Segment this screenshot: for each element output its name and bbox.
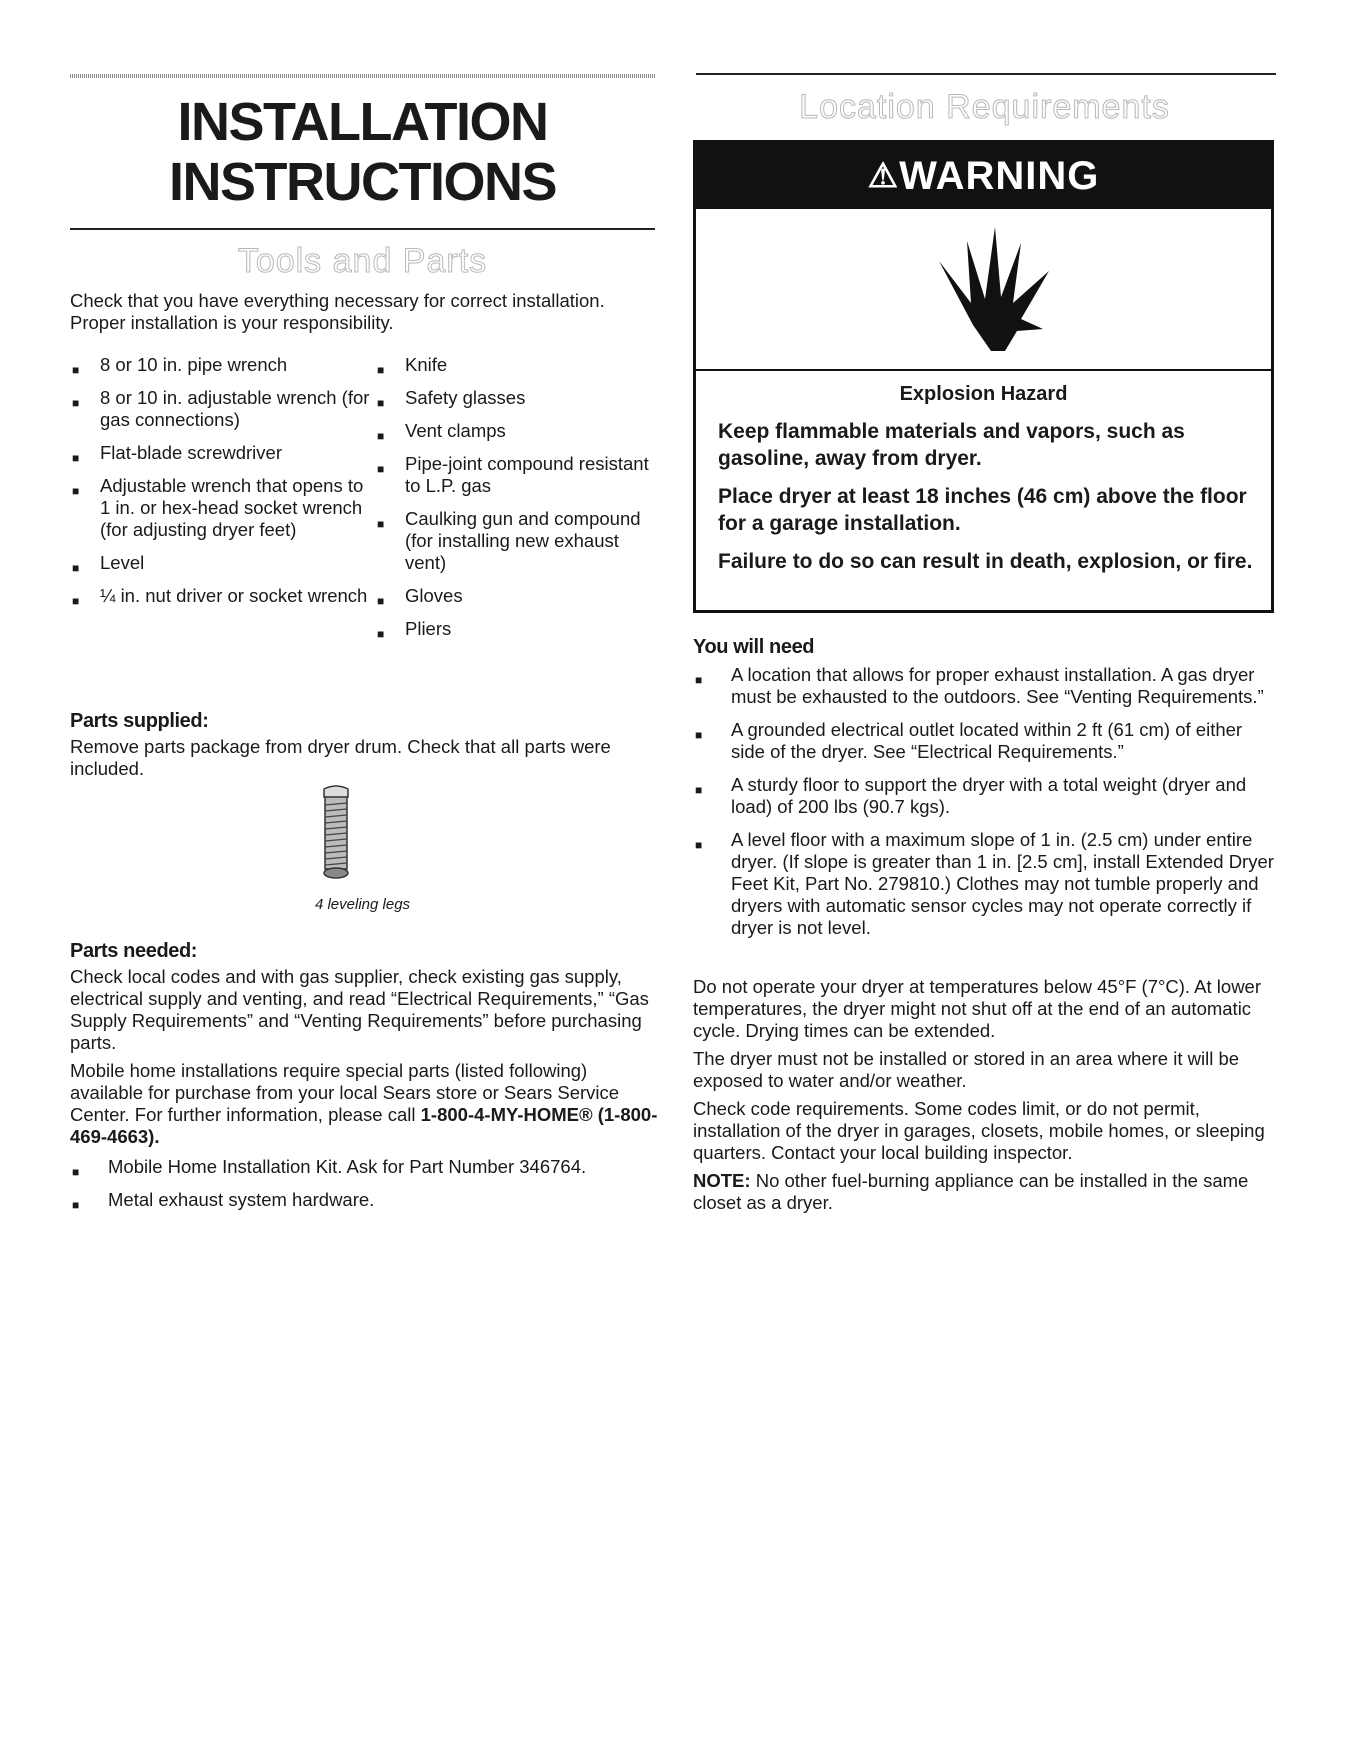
list-item: ■ A level floor with a maximum slope of 1 in. (2.5 cm) under entire dryer. (If slope is greater than 1 in. [2.5 cm], install Extended Dryer Feet Kit, Part No. 279810.) Clothes may not tumble properly and dryers with automatic sensor cycles may not operate correctly if dryer is not level. (695, 829, 1274, 938)
warning-label: WARNING (899, 154, 1100, 198)
list-item: ■ Level (72, 552, 145, 575)
exposure-paragraph: The dryer must not be installed or stored in an area where it will be exposed to water and/or weather. (693, 1048, 1240, 1091)
warning-box (693, 140, 1274, 613)
tools-intro: Check that you have everything necessary for correct installation. Proper installation is your responsibility. (70, 290, 605, 333)
list-item: ■ Metal exhaust system hardware. (72, 1189, 375, 1212)
top-divider (696, 73, 1276, 75)
requirements-list (693, 664, 1276, 939)
list-item: ■ ¼ in. nut driver or socket wrench (72, 585, 368, 608)
explosion-icon (921, 221, 1061, 361)
tools-list-col1 (70, 354, 370, 607)
list-item: ■ Gloves (377, 585, 463, 608)
warning-banner (696, 143, 1271, 209)
list-item: ■ Flat-blade screwdriver (72, 442, 282, 465)
list-item: ■ 8 or 10 in. pipe wrench (72, 354, 288, 377)
warning-line-1: Keep flammable materials and vapors, such as gasoline, away from dryer. (718, 420, 1185, 470)
top-divider (70, 74, 655, 78)
phone-number: 1-800-4-MY-HOME® (1-800-469-4663). (70, 1104, 658, 1147)
parts-supplied-text: Remove parts package from dryer drum. Check that all parts were included. (70, 736, 611, 779)
title-line-2: INSTRUCTIONS (169, 152, 556, 212)
list-item: ■ Vent clamps (377, 420, 506, 443)
warning-separator (696, 369, 1271, 371)
tools-parts-heading: Tools and Parts (237, 242, 488, 280)
page-title (70, 92, 655, 212)
tools-list-col2 (375, 354, 665, 640)
list-item: ■ Pliers (377, 618, 452, 641)
warning-triangle-icon: ⚠ (867, 157, 900, 195)
code-paragraph: Check code requirements. Some codes limit, or do not permit, installation of the dryer in garages, closets, mobile homes, or sleeping quarters. Contact your local building inspector. (693, 1098, 1265, 1163)
list-item: ■ Pipe-joint compound resistant to L.P. gas (377, 453, 649, 496)
list-item: ■ A location that allows for proper exhaust installation. A gas dryer must be exhausted to the outdoors. See “Venting Requirements.” (695, 664, 1264, 707)
list-item: ■ Caulking gun and compound (for installing new exhaust vent) (377, 508, 641, 573)
note-label: NOTE: (693, 1170, 751, 1191)
list-item: ■ Adjustable wrench that opens to 1 in. or hex-head socket wrench (for adjusting dryer feet) (72, 475, 364, 540)
list-item: ■ Knife (377, 354, 448, 377)
title-line-1: INSTALLATION (177, 92, 548, 152)
hazard-title: Explosion Hazard (899, 383, 1068, 405)
you-will-need-heading: You will need (693, 636, 815, 658)
parts-supplied-heading: Parts supplied: (70, 710, 209, 732)
parts-needed-text: Check local codes and with gas supplier, check existing gas supply, electrical supply and venting, and read “Electrical Requirements,” “Gas Supply Requirements” and “Venting Requirements” before purchasing parts. (70, 966, 649, 1053)
list-item: ■ Safety glasses (377, 387, 526, 410)
location-requirements-heading: Location Requirements (799, 88, 1170, 126)
leveling-leg-illustration (318, 785, 354, 881)
list-item: ■ A sturdy floor to support the dryer with a total weight (dryer and load) of 200 lbs (90.7 kgs). (695, 774, 1247, 817)
warning-line-3: Failure to do so can result in death, explosion, or fire. (718, 550, 1253, 573)
list-item: ■ A grounded electrical outlet located within 2 ft (61 cm) of either side of the dryer. See “Electrical Requirements.” (695, 719, 1243, 762)
list-item: ■ 8 or 10 in. adjustable wrench (for gas connections) (72, 387, 370, 430)
parts-needed-list (70, 1156, 670, 1211)
mobile-home-text: Mobile home installations require special parts (listed following) available for purchase from your local Sears store or Sears Service Center. For further information, please call 1-800-4-MY-HOME® (1-800-469-4663). (70, 1060, 658, 1147)
list-item: ■ Mobile Home Installation Kit. Ask for Part Number 346764. (72, 1156, 587, 1179)
parts-needed-heading: Parts needed: (70, 940, 198, 962)
temperature-paragraph: Do not operate your dryer at temperatures below 45°F (7°C). At lower temperatures, the dryer might not shut off at the end of an automatic cycle. Drying times can be extended. (693, 976, 1261, 1041)
note-paragraph: NOTE: No other fuel-burning appliance can be installed in the same closet as a dryer. (693, 1170, 1249, 1213)
warning-line-2: Place dryer at least 18 inches (46 cm) above the floor for a garage installation. (718, 485, 1247, 535)
figure-caption: 4 leveling legs (314, 896, 411, 913)
section-divider (70, 228, 655, 230)
